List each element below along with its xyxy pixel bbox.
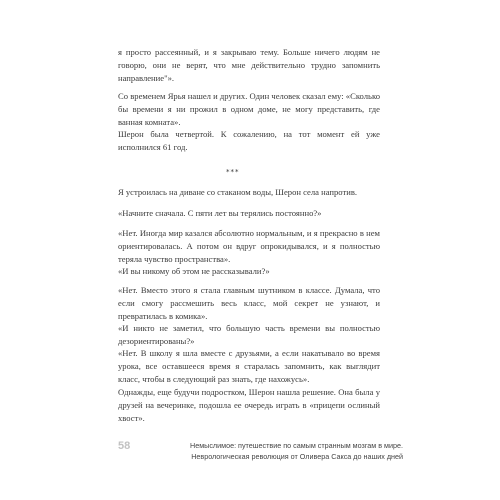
dialogue-line: «Нет. Иногда мир казался абсолютно нормальным, и я прекрасно в нем ориентировалась. А потом он вдруг опрокидывался, и я полностью теряла чувство пространства». bbox=[118, 228, 380, 264]
dialogue-line: «И никто не заметил, что большую часть времени вы полностью дезориентированы?» bbox=[118, 323, 380, 346]
paragraph: Шерон была четвертой. К сожалению, на тот момент ей уже исполнился 61 год. bbox=[118, 129, 380, 152]
running-title-line-1: Немыслимое: путешествие по самым странным мозгам в мире. bbox=[190, 441, 403, 450]
section-separator: *** bbox=[226, 168, 240, 176]
dialogue-line: «Нет. В школу я шла вместе с друзьями, а если накатывало во время урока, все оставшееся время я старалась запомнить, как выглядит класс, чтобы в следующий раз знать, где нахожусь». bbox=[118, 348, 380, 384]
running-title-line-2: Неврологическая революция от Оливера Сакса до наших дней bbox=[191, 452, 403, 461]
page-footer bbox=[118, 440, 403, 470]
paragraph: Я устроилась на диване со стаканом воды, Шерон села напротив. bbox=[118, 187, 358, 197]
page-number: 58 bbox=[118, 440, 131, 452]
dialogue-line: «Нет. Вместо этого я стала главным шутником в классе. Думала, что если смогу рассмешить весь класс, мой секрет не узнают, и превратилась в комика». bbox=[118, 285, 380, 321]
running-title bbox=[148, 440, 403, 462]
paragraph: Однажды, еще будучи подростком, Шерон нашла решение. Она была у друзей на вечеринке, подошла ее очередь играть в «прицепи ослиный хвост». bbox=[118, 387, 380, 423]
paragraph-continuation: я просто рассеянный, и я закрываю тему. Больше ничего людям не говорю, они не верят, что мне действительно трудно запомнить направление"». bbox=[118, 47, 380, 83]
paragraph: Со временем Ярья нашел и других. Один человек сказал ему: «Сколько бы времени я ни прожил в одном доме, не могу представить, где ванная комната». bbox=[118, 91, 380, 127]
dialogue-line: «Начните сначала. С пяти лет вы терялись постоянно?» bbox=[118, 208, 322, 218]
dialogue-line: «И вы никому об этом не рассказывали?» bbox=[118, 266, 270, 276]
